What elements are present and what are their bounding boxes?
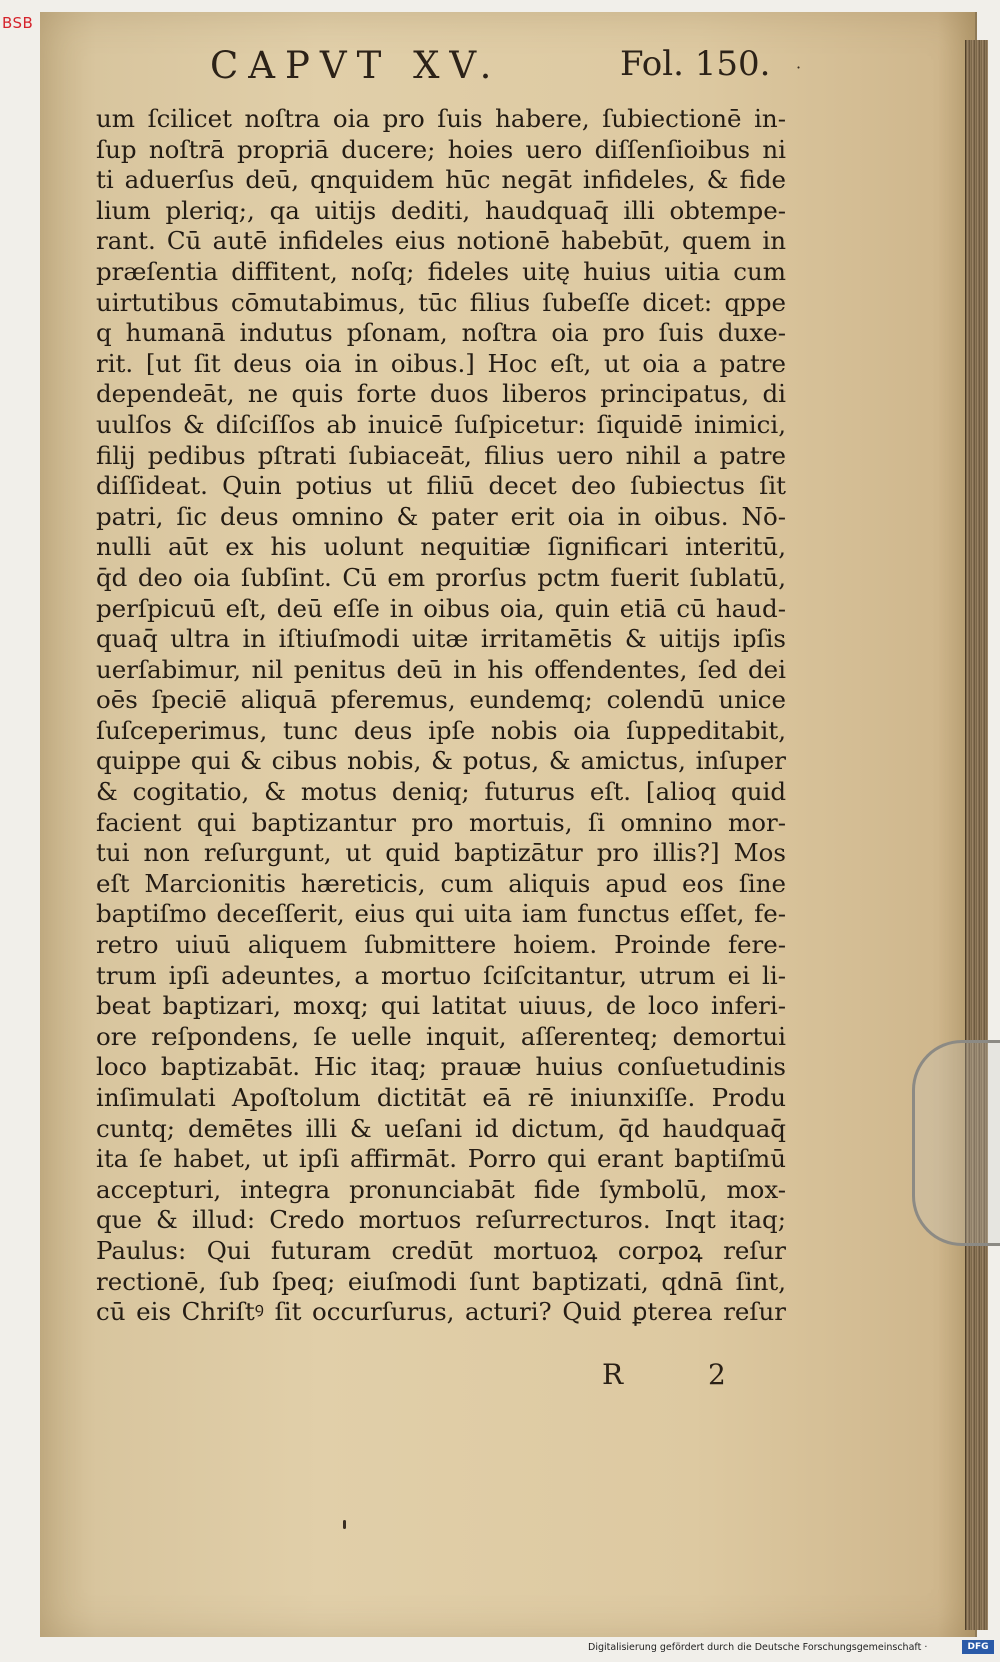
text-line: uirtutibus cōmutabimus, tūc filius ſubeſſe dicet: qppe <box>96 287 786 317</box>
text-line: eſt Marcionitis hæreticis, cum aliquis apud eos ſine <box>96 868 786 898</box>
dfg-logo[interactable]: DFG <box>962 1640 994 1654</box>
text-line: q̄d deo oia ſubſint. Cū em prorſus pctm fuerit ſublatū, <box>96 562 786 592</box>
folio-number: Fol. 150. <box>620 44 771 84</box>
text-line: uerſabimur, nil penitus deū in his offendentes, ſed dei <box>96 654 786 684</box>
text-line: beat baptizari, moxq; qui latitat uiuus, de loco inferi- <box>96 991 786 1021</box>
text-line: lium pleriq;, qa uitijs dediti, haudquaq̄ illi obtempe- <box>96 195 786 225</box>
text-line: rit. [ut ſit deus oia in oibus.] Hoc eſt, ut oia a patre <box>96 348 786 378</box>
text-line: quippe qui & cibus nobis, & potus, & amictus, inſuper <box>96 746 786 776</box>
text-line: ita ſe habet, ut ipſi affirmāt. Porro qui erant baptiſmū <box>96 1144 786 1174</box>
text-line: accepturi, integra pronunciabāt fide ſymbolū, mox- <box>96 1174 786 1204</box>
page-edges <box>965 40 988 1630</box>
text-line: oēs ſpeciē aliquā pferemus, eundemq; colendū unice <box>96 685 786 715</box>
text-line: perſpicuū eſt, deū eſſe in oibus oia, quin etiā cū haud- <box>96 593 786 623</box>
text-line: uulſos & diſciſſos ab inuicē ſuſpicetur: ſiquidē inimici, <box>96 409 786 439</box>
text-line: que & illud: Credo mortuos reſurrecturos. Inqt itaq; <box>96 1205 786 1235</box>
text-line: dependeāt, ne quis forte duos liberos principatus, di <box>96 379 786 409</box>
text-line: cū eis Chriſtꝰ ſit occurſurus, acturi? Quid ꝑterea reſur <box>96 1297 786 1327</box>
text-line: ſuſceperimus, tunc deus ipſe nobis oia ſuppeditabit, <box>96 715 786 745</box>
text-line: baptiſmo deceſſerit, eius qui uita iam functus eſſet, fe- <box>96 899 786 929</box>
text-line: ſup noſtrā propriā ducere; hoies uero diſſenſioibus ni <box>96 134 786 164</box>
text-line: patri, ſic deus omnino & pater erit oia in oibus. Nō- <box>96 501 786 531</box>
signature-mark: R 2 <box>602 1358 764 1391</box>
chapter-title: CAPVT XV. <box>210 44 502 87</box>
head-dot: · <box>796 58 802 77</box>
text-line: retro uiuū aliquem ſubmittere hoiem. Proinde fere- <box>96 930 786 960</box>
text-line: filij pedibus pſtrati ſubiaceāt, filius uero nihil a patre <box>96 440 786 470</box>
text-line: præſentia diffitent, noſq; fideles uitę huius uitia cum <box>96 256 786 286</box>
running-head <box>210 44 810 87</box>
text-line: diſſideat. Quin potius ut filiū decet deo ſubiectus ſit <box>96 471 786 501</box>
body-text <box>96 104 786 1328</box>
text-line: rant. Cū autē infideles eius notionē habebūt, quem in <box>96 226 786 256</box>
text-line: & cogitatio, & motus deniq; futurus eſt. [alioq quid <box>96 777 786 807</box>
text-line: um ſcilicet noſtra oia pro ſuis habere, ſubiectionē in- <box>96 104 786 133</box>
library-mark: BSB <box>2 14 34 32</box>
digitization-credit: Digitalisierung gefördert durch die Deutsche Forschungsgemeinschaft · <box>588 1642 928 1653</box>
text-line: facient qui baptizantur pro mortuis, ſi omnino mor- <box>96 807 786 837</box>
text-line: rectionē, ſub ſpeq; eiuſmodi ſunt baptizati, qdnā ſint, <box>96 1266 786 1296</box>
text-line: q humanā indutus pſonam, noſtra oia pro ſuis duxe- <box>96 318 786 348</box>
text-line: tui non reſurgunt, ut quid baptizātur pro illis?] Mos <box>96 838 786 868</box>
page-clip <box>912 1040 1000 1246</box>
text-line: inſimulati Apoſtolum dictitāt eā rē iniunxiſſe. Produ <box>96 1083 786 1112</box>
text-line: quaq̄ ultra in iſtiuſmodi uitæ irritamētis & uitijs ipſis <box>96 624 786 654</box>
text-line: ti aduerſus deū, qnquidem hūc negāt infideles, & fide <box>96 165 786 195</box>
text-line: nulli aūt ex his uolunt nequitiæ ſignificari interitū, <box>96 532 786 562</box>
text-line: loco baptizabāt. Hic itaq; prauæ huius conſuetudinis <box>96 1052 786 1082</box>
text-line: Paulus: Qui futuram credūt mortuoꝝ corpoꝝ reſur <box>96 1235 786 1265</box>
text-line: cuntq; demētes illi & ueſani id dictum, q̄d haudquaq̄ <box>96 1113 786 1143</box>
ink-speck <box>343 1520 346 1529</box>
text-line: trum ipſi adeuntes, a mortuo ſciſcitantur, utrum ei li- <box>96 960 786 990</box>
text-line: ore reſpondens, ſe uelle inquit, aſſerenteq; demortui <box>96 1021 786 1051</box>
